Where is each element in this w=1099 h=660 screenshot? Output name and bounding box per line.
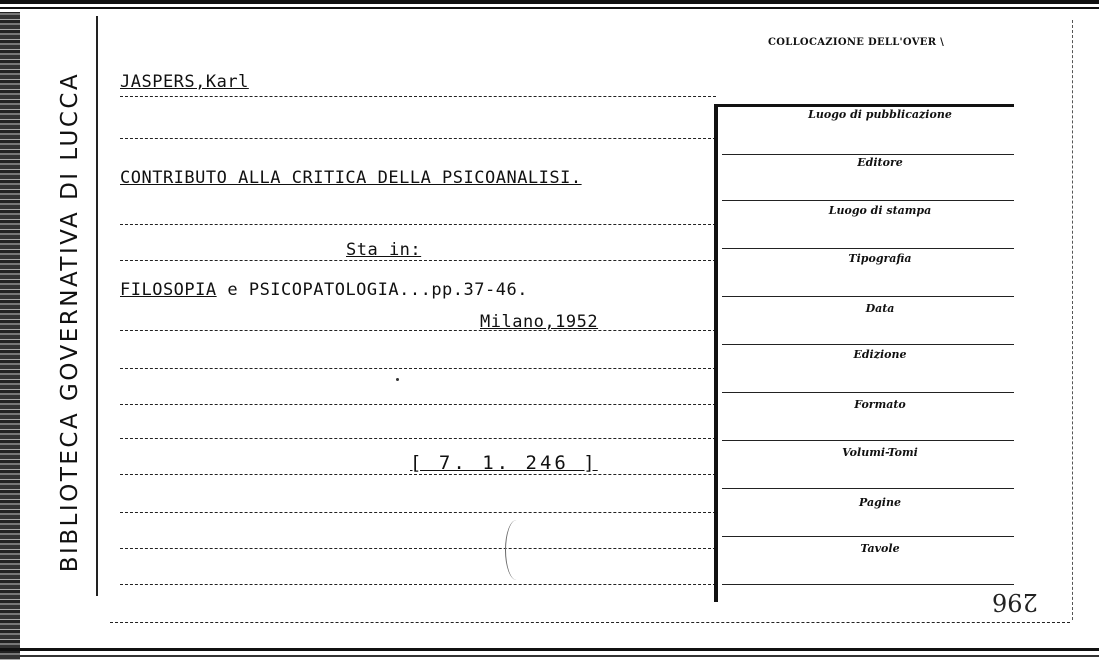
ruled-line xyxy=(120,548,716,549)
field-formato: Formato xyxy=(854,398,906,411)
field-data: Data xyxy=(865,302,895,315)
ruled-line xyxy=(120,224,716,225)
card-edge-left xyxy=(0,0,20,660)
place-year: Milano,1952 xyxy=(480,312,599,332)
field-tavole: Tavole xyxy=(860,542,900,555)
ruled-line xyxy=(120,404,716,405)
field-rule xyxy=(722,584,1014,585)
source-line xyxy=(120,280,528,300)
field-rule xyxy=(722,296,1014,297)
field-rule xyxy=(722,200,1014,201)
card-edge-top xyxy=(0,0,1099,12)
field-rule xyxy=(722,344,1014,345)
ruled-line xyxy=(120,584,716,585)
work-title: CONTRIBUTO ALLA CRITICA DELLA PSICOANALISI. xyxy=(120,168,582,188)
source-rest: e PSICOPATOLOGIA...pp.37-46. xyxy=(216,280,528,300)
collocazione-header: COLLOCAZIONE DELL'OVER \ xyxy=(768,37,945,48)
ruled-line xyxy=(120,368,716,369)
ruled-line-bottom xyxy=(110,622,1070,623)
ruled-line xyxy=(120,330,716,331)
card-bottom-rule xyxy=(0,648,1099,651)
field-rule xyxy=(722,248,1014,249)
field-pagine: Pagine xyxy=(859,496,901,509)
shelfmark: [ 7. 1. 246 ] xyxy=(410,452,598,474)
field-rule xyxy=(722,154,1014,155)
field-box-left xyxy=(714,104,718,602)
library-name: BIBLIOTECA GOVERNATIVA DI LUCCA xyxy=(57,71,83,573)
field-tipografia: Tipografia xyxy=(848,252,912,265)
handwritten-number: 296 xyxy=(992,588,1038,616)
ruled-line xyxy=(120,512,716,513)
author-name: JASPERS,Karl xyxy=(120,72,249,92)
source-word: FILOSOPIA xyxy=(120,280,217,300)
sta-in-label: Sta in: xyxy=(346,240,422,260)
field-rule xyxy=(722,392,1014,393)
field-rule xyxy=(722,536,1014,537)
card-bottom-rule-2 xyxy=(0,655,1099,657)
ruled-line xyxy=(120,96,716,97)
ink-speck xyxy=(396,378,399,381)
field-box-top xyxy=(714,104,1014,107)
field-rule xyxy=(722,488,1014,489)
ruled-line xyxy=(120,260,716,261)
ruled-line xyxy=(120,474,716,475)
card-right-edge xyxy=(1072,20,1074,620)
field-rule xyxy=(722,440,1014,441)
field-volumi-tomi: Volumi-Tomi xyxy=(842,446,918,459)
field-luogo-stampa: Luogo di stampa xyxy=(828,204,932,217)
field-luogo-pubblicazione: Luogo di pubblicazione xyxy=(808,108,952,121)
ruled-line xyxy=(120,138,716,139)
spine-divider xyxy=(96,16,98,596)
pencil-mark xyxy=(505,520,528,580)
field-edizione: Edizione xyxy=(853,348,907,361)
ruled-line xyxy=(120,438,716,439)
field-editore: Editore xyxy=(857,156,903,169)
